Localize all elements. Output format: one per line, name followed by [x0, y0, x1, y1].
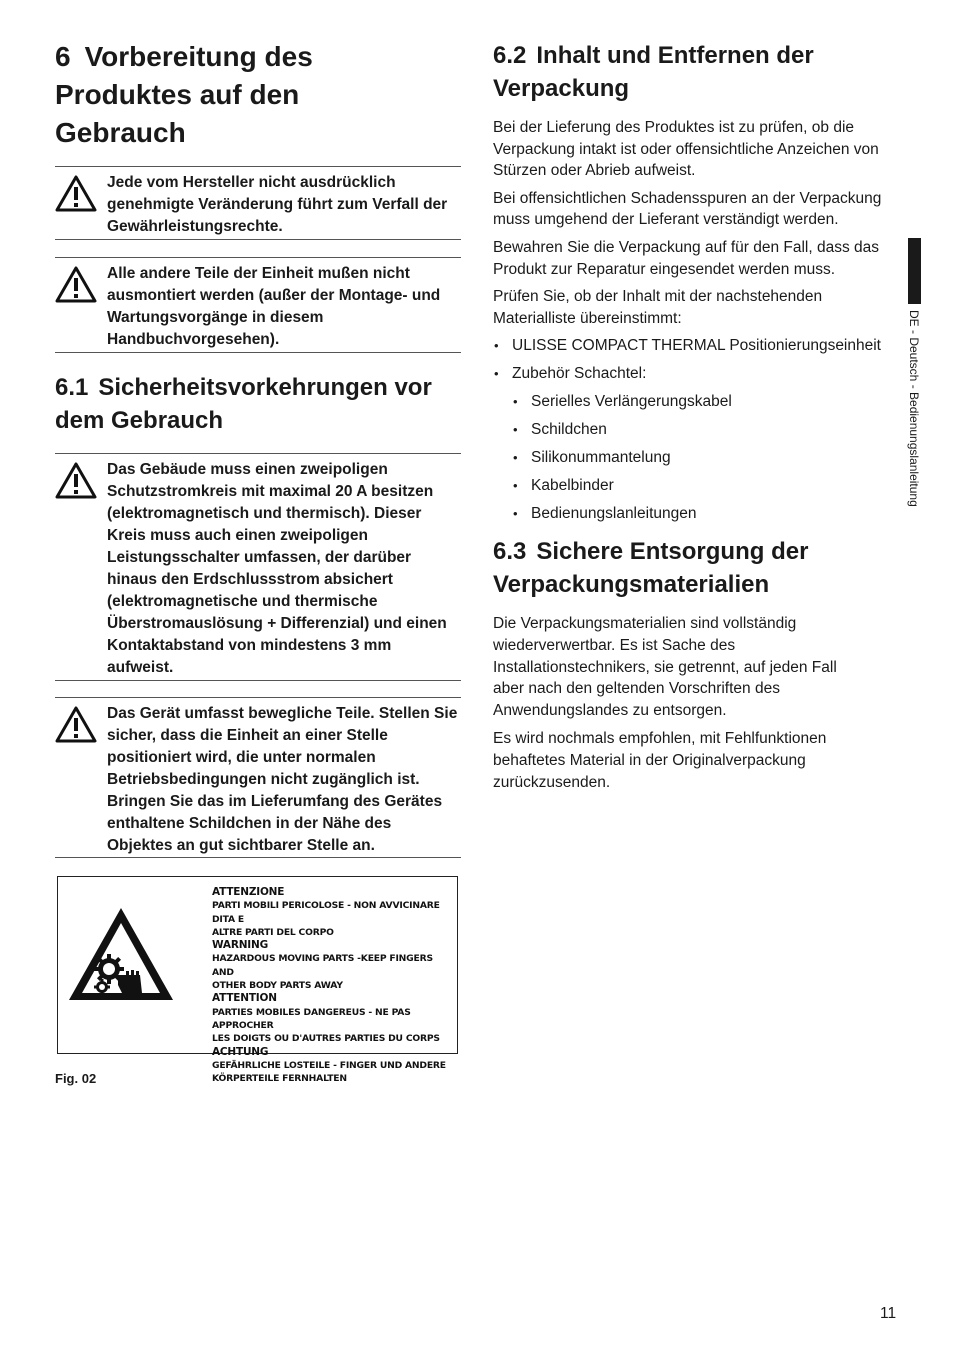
side-tab-label: DE - Deutsch - Bedienungslanleitung	[907, 310, 921, 507]
warning-triangle-icon	[55, 703, 107, 851]
warning-triangle-icon	[55, 172, 107, 233]
warning-box	[55, 166, 461, 240]
section-number: 6.3	[493, 538, 527, 566]
warning-text: Das Gerät umfasst bewegliche Teile. Stellen Sie sicher, dass die Einheit an einer Stelle positioniert wird, die unter normalen Betriebsbedingungen nicht zugänglich ist. Bringen Sie das im Lieferumfang des Gerätes enthaltene Schildchen in der Nähe des Objektes an gut sichtbarer Stelle an.	[107, 705, 458, 854]
label-text	[212, 886, 448, 1085]
list-item: • Silikonummantelung	[512, 447, 898, 468]
list-item: • Bedienungslanleitungen	[512, 503, 898, 524]
label-line: ALTRE PARTI DEL CORPO	[212, 926, 334, 938]
section-number: 6.1	[55, 374, 89, 401]
label-line: ATTENZIONE	[212, 886, 285, 898]
list-item: • Schildchen	[512, 419, 898, 440]
section-title: Inhalt und Entfernen der Verpackung	[493, 42, 814, 102]
label-line: PARTI MOBILI PERICOLOSE - NON AVVICINARE DITA E	[212, 900, 440, 925]
list-item: • ULISSE COMPACT THERMAL Positionierungseinheit	[493, 335, 913, 356]
chapter-title-text: Vorbereitung des Produktes auf den Gebrauch	[55, 41, 313, 148]
warning-text: Das Gebäude muss einen zweipoligen Schutzstromkreis mit maximal 20 A besitzen (elektromagnetisch und thermisch). Dieser Kreis muss auch einen zweipoligen Leistungsschalter umfassen, der darüber hinaus den Erdschlussstrom absichert (elektromagnetische und thermische Überstromauslösung + Differenzial) und einen Kontaktabstand von mindestens 3 mm aufweist.	[107, 461, 447, 676]
label-line: WARNING	[212, 939, 269, 952]
section-number: 6.2	[493, 42, 527, 69]
section-heading-6-3	[493, 535, 873, 601]
section-heading-6-2	[493, 39, 898, 105]
contents-list	[493, 335, 913, 384]
label-line: KÖRPERTEILE FERNHALTEN	[212, 1073, 347, 1085]
label-line: LES DOIGTS OU D'AUTRES PARTIES DU CORPS	[212, 1033, 440, 1045]
warning-triangle-icon	[55, 263, 107, 346]
section-heading-6-1	[55, 371, 461, 437]
warning-text: Alle andere Teile der Einheit mußen nicht ausmontiert werden (außer der Montage- und Wartungsvorgänge in diesem Handbuchvorgesehen).	[107, 265, 441, 348]
moving-parts-hazard-icon	[66, 905, 176, 1008]
label-line: ACHTUNG	[212, 1045, 269, 1058]
list-item: • Kabelbinder	[512, 475, 898, 496]
figure-caption: Fig. 02	[55, 1071, 97, 1086]
label-line: OTHER BODY PARTS AWAY	[212, 980, 343, 992]
chapter-number: 6	[55, 41, 71, 72]
paragraph: Die Verpackungsmaterialien sind vollständig wiederverwertbar. Es ist Sache des Installationstechnikers, sie getrennt, auf jeden Fall aber nach den geltenden Vorschriften des Anwendungslandes zu entsorgen.	[493, 615, 837, 719]
warning-text: Jede vom Hersteller nicht ausdrücklich genehmigte Veränderung führt zum Verfall der Gewährleistungsrechte.	[107, 174, 448, 235]
warning-triangle-icon	[55, 459, 107, 674]
section-title: Sichere Entsorgung der Verpackungsmaterialien	[493, 538, 809, 599]
warning-box	[55, 257, 461, 353]
label-line: HAZARDOUS MOVING PARTS -KEEP FINGERS AND	[212, 953, 433, 978]
chapter-title	[55, 38, 375, 152]
warning-box	[55, 453, 461, 681]
paragraph: Prüfen Sie, ob der Inhalt mit der nachstehenden Materialliste übereinstimmt:	[493, 288, 823, 327]
section-title: Sicherheitsvorkehrungen vor dem Gebrauch	[55, 374, 432, 434]
left-column	[55, 38, 461, 858]
paragraph: Bewahren Sie die Verpackung auf für den Fall, dass das Produkt zur Reparatur eingesendet werden muss.	[493, 238, 880, 278]
label-line: PARTIES MOBILES DANGEREUS - NE PAS APPROCHER	[212, 1006, 411, 1031]
accessory-list	[512, 391, 898, 524]
paragraph: Es wird nochmals empfohlen, mit Fehlfunktionen behaftetes Material in der Originalverpackung zurückzusenden.	[493, 730, 827, 791]
paragraph: Bei der Lieferung des Produktes ist zu prüfen, ob die Verpackung intakt ist oder offensichtliche Anzeichen von Stürzen oder Abrieb aufweist.	[493, 119, 879, 180]
list-item: • Serielles Verlängerungskabel	[512, 391, 898, 412]
side-tab-marker	[908, 238, 921, 304]
label-line: ATTENTION	[212, 992, 277, 1005]
warning-box	[55, 697, 461, 858]
list-item: • Zubehör Schachtel:	[493, 363, 913, 384]
paragraph: Bei offensichtlichen Schadensspuren an der Verpackung muss umgehend der Lieferant verständigt werden.	[493, 189, 882, 229]
right-column	[493, 38, 898, 793]
label-line: GEFÄHRLICHE LOSTEILE - FINGER UND ANDERE	[212, 1059, 446, 1071]
page-number: 11	[880, 1305, 897, 1322]
